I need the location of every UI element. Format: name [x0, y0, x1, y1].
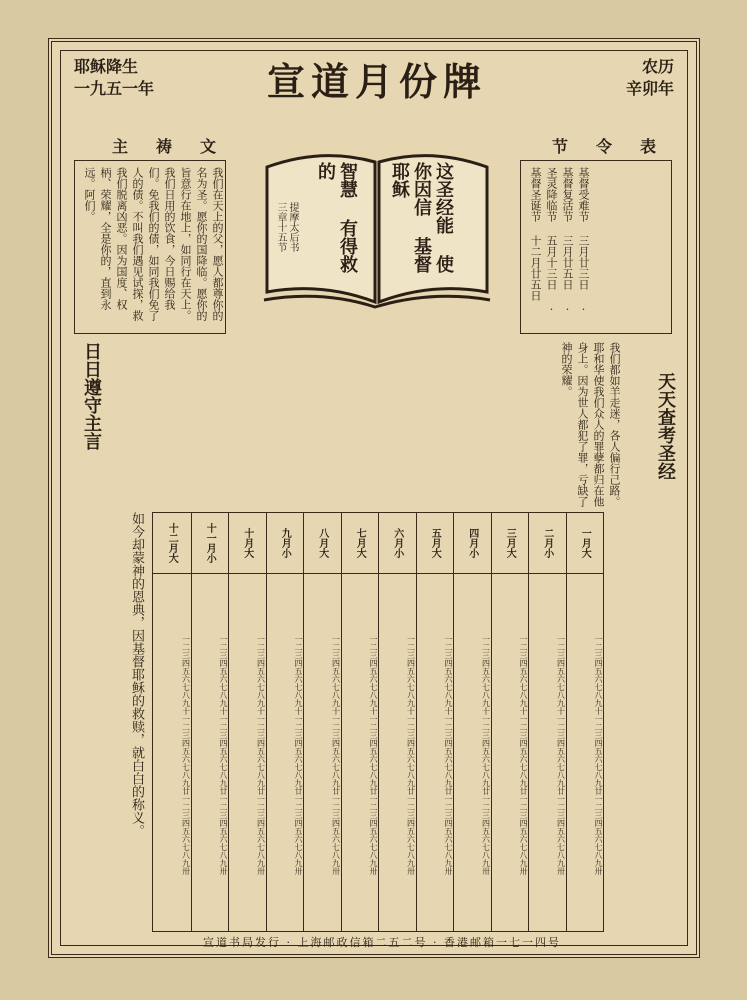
month-header: 一月大: [567, 513, 604, 574]
month-header: 十月大: [229, 513, 266, 574]
month-column: [528, 513, 566, 931]
month-days: 一二三四五六七八九十一二三四五六七八九廿一二三四五六七八九卅: [406, 634, 416, 875]
month-column: [153, 513, 191, 931]
lunar-year-block: [626, 56, 674, 100]
month-header: 十二月大: [153, 513, 191, 574]
month-days: 一二三四五六七八九十一二三四五六七八九廿一二三四五六七八九卅: [556, 634, 566, 875]
month-header: 五月大: [417, 513, 454, 574]
western-year-value: 一九五一年: [74, 79, 155, 98]
month-header: 八月大: [304, 513, 341, 574]
verse-right: [366, 162, 454, 282]
publisher-footer: 宣道书局发行 · 上海邮政信箱二五二号 · 香港邮箱一七一四号: [203, 936, 561, 949]
verse-col-1: 这圣经能: [433, 162, 454, 234]
month-header: 三月大: [492, 513, 529, 574]
page-title: 宣道月份牌: [266, 59, 487, 104]
prayer-box: [74, 160, 226, 334]
daily-motto: 日日遵守主言: [81, 342, 102, 450]
month-header: 二月小: [529, 513, 566, 574]
month-days: 一二三四五六七八九十一二三四五六七八九廿一二三四五六七八九卅: [444, 634, 453, 875]
month-column: [416, 513, 454, 931]
month-column: [228, 513, 266, 931]
month-days: 一二三四五六七八九十一二三四五六七八九廿一二三四五六七八九卅: [294, 634, 303, 875]
calendar-sheet: [48, 38, 700, 958]
verse-col-3: 基督耶稣: [389, 162, 432, 273]
month-column: [303, 513, 341, 931]
middle-scripture: 我们都如羊走迷，各人偏行己路。耶和华使我们众人的罪孽都归在他身上。因为世人都犯了罪，亏缺了神的荣耀。: [560, 342, 621, 507]
month-column: [378, 513, 416, 931]
month-column: [341, 513, 379, 931]
month-header: 六月小: [379, 513, 416, 574]
month-days: 一二三四五六七八九十一二三四五六七八九廿一二三四五六七八九卅: [331, 634, 341, 875]
month-days: 一二三四五六七八九十一二三四五六七八九廿一二三四五六七八九卅: [481, 634, 491, 875]
prayer-header: 主祷文: [112, 137, 245, 156]
festival-text: 基督受难节 三月廿三日 · 基督复活节 三月廿五日 · 圣灵降临节 五月十三日 · 基督圣诞节 十二月廿五日: [529, 167, 590, 316]
month-column: [453, 513, 491, 931]
verse-left: [298, 162, 358, 282]
verse-col-5: 智慧: [337, 162, 358, 198]
month-calendar-grid: [152, 512, 604, 932]
lunar-year-label: 农历: [641, 57, 674, 76]
verse-reference: 提摩太后书 三章十五节: [275, 202, 298, 252]
month-column: [266, 513, 304, 931]
verse-col-2: 使你因信: [411, 162, 454, 273]
month-days: 一二三四五六七八九十一二三四五六七八九廿一二三四五六七八九卅: [594, 634, 603, 875]
month-header: 九月小: [267, 513, 304, 574]
study-motto: 天天查考圣经: [655, 372, 676, 480]
month-column: [566, 513, 604, 931]
western-year-block: [74, 56, 154, 100]
month-days: 一二三四五六七八九十一二三四五六七八九廿一二三四五六七八九卅: [256, 634, 266, 875]
verse-col-4: 有得救的: [315, 162, 358, 273]
month-days: 一二三四五六七八九十一二三四五六七八九廿一二三四五六七八九卅: [369, 634, 378, 875]
festival-box: [520, 160, 672, 334]
month-days: 一二三四五六七八九十一二三四五六七八九廿一二三四五六七八九卅: [181, 634, 191, 875]
prayer-text: 我们在天上的父，愿人都尊你的名为圣。愿你的国降临。愿你的旨意行在地上，如同行在天上。我们日用的饮食，今日赐给我们。免我们的债，如同我们免了人的债。不叫我们遇见试探，救我们脱离凶恶。因为国度、权柄、荣耀，全是你的，直到永远。阿们。: [83, 167, 224, 321]
month-header: 十一月小: [192, 513, 229, 574]
lunar-year-value: 辛卯年: [625, 79, 674, 98]
festival-header: 节令表: [552, 137, 685, 156]
left-scripture: 如今却蒙神的恩典，因基督耶稣的救赎，就白白的称义。: [129, 512, 144, 837]
month-column: [491, 513, 529, 931]
month-days: 一二三四五六七八九十一二三四五六七八九廿一二三四五六七八九卅: [219, 634, 228, 875]
month-column: [191, 513, 229, 931]
month-header: 四月小: [454, 513, 491, 574]
month-days: 一二三四五六七八九十一二三四五六七八九廿一二三四五六七八九卅: [519, 634, 528, 875]
western-year-label: 耶稣降生: [74, 57, 139, 76]
month-header: 七月大: [342, 513, 379, 574]
